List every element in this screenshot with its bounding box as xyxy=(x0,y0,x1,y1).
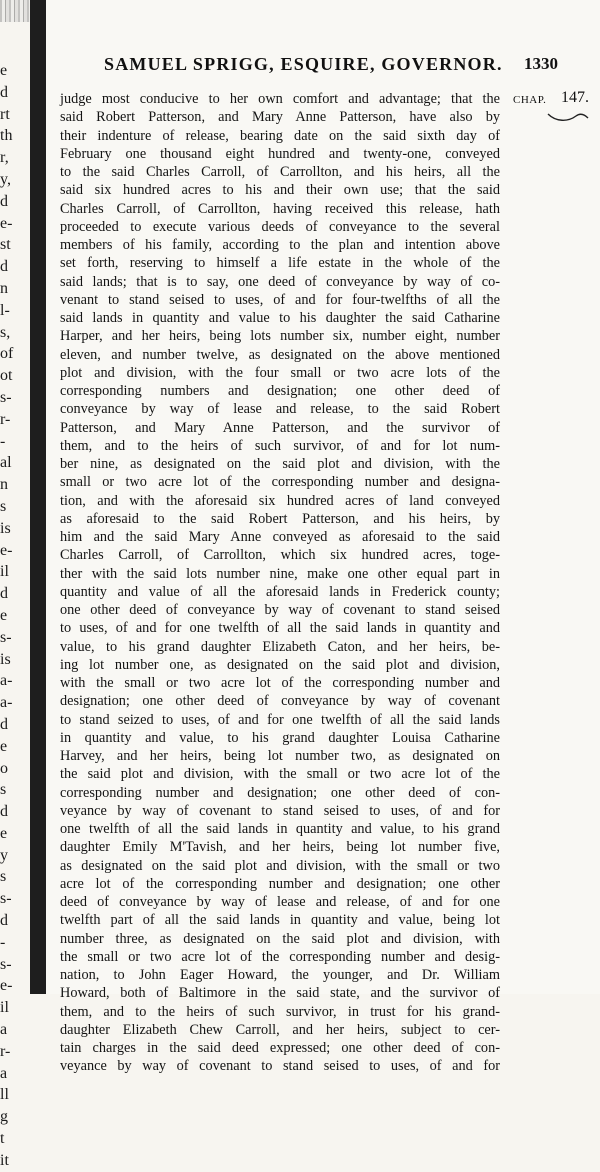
text-line: said six hundred acres to his and their own use; that the said xyxy=(60,182,500,199)
margin-fragment: e xyxy=(0,606,8,624)
margin-fragment: a- xyxy=(0,672,13,690)
text-line: Harper, and her heirs, being lots number six, number eight, number xyxy=(60,328,500,345)
text-line: judge most conducive to her own comfort and advantage; that the xyxy=(60,91,500,107)
text-line: tion, and with the aforesaid six hundred acres of land conveyed xyxy=(60,492,500,509)
text-line: set forth, reserving to himself a life estate in the whole of the xyxy=(60,255,500,272)
margin-fragment: il xyxy=(0,563,9,581)
text-line: said lands; that is to say, one deed of conveyance by way of co- xyxy=(60,273,500,290)
text-line: Charles Carroll, of Carrollton, having received this release, hath xyxy=(60,200,500,217)
margin-fragment: d xyxy=(0,803,8,821)
text-line: Charles Carroll, of Carrollton, which six hundred acres, toge- xyxy=(60,547,500,564)
margin-fragment: st xyxy=(0,236,11,254)
text-line: corresponding numbers and designation; one other deed of xyxy=(60,383,500,399)
text-line: him and the said Mary Anne conveyed as aforesaid to the said xyxy=(60,529,500,545)
margin-fragment: e xyxy=(0,62,8,79)
text-line: members of his family, according to the plan and intention above xyxy=(60,237,500,253)
margin-fragment: e- xyxy=(0,541,13,559)
text-line: tain charges in the said deed expressed; one other deed of con- xyxy=(60,1040,500,1056)
text-line: the said plot and division, with the small or two acre lot of the xyxy=(60,766,500,783)
text-line: with the small or two acre lot of the corresponding number and xyxy=(60,675,500,691)
margin-fragment: r- xyxy=(0,410,11,428)
margin-fragment: a xyxy=(0,1064,8,1082)
text-line: daughter Emily M'Tavish, and her heirs, being lot number five, xyxy=(60,839,500,856)
running-title: SAMUEL SPRIGG, ESQUIRE, GOVERNOR. xyxy=(104,54,503,74)
margin-fragment: r, xyxy=(0,149,9,167)
margin-fragment: th xyxy=(0,127,13,145)
margin-fragment: - xyxy=(0,933,6,951)
book-gutter xyxy=(30,0,46,994)
page-number: 1330 xyxy=(524,54,558,73)
margin-fragment: s, xyxy=(0,323,11,341)
text-line: said lands in quantity and value to his daughter the said Catharine xyxy=(60,310,500,326)
text-line: veyance by way of covenant to stand seised to uses, of and for xyxy=(60,1058,500,1075)
text-line: small or two acre lot of the corresponding number and designa- xyxy=(60,474,500,491)
text-line: number three, as designated on the said plot and division, with xyxy=(60,930,500,947)
text-line: one other deed of conveyance by way of covenant to stand seised xyxy=(60,602,500,618)
margin-fragment: of xyxy=(0,345,14,363)
margin-fragment: e- xyxy=(0,214,13,232)
margin-fragment: a- xyxy=(0,694,13,712)
margin-fragment: e xyxy=(0,737,8,755)
text-line: in quantity and value, to his grand daughter Louisa Catharine xyxy=(60,729,500,746)
margin-fragment: e- xyxy=(0,977,13,995)
text-line: said Robert Patterson, and Mary Anne Patterson, have also by xyxy=(60,109,500,126)
margin-fragment: d xyxy=(0,83,8,101)
chapter-label: CHAP. xyxy=(513,94,547,106)
margin-fragment: is xyxy=(0,650,11,668)
text-line: value, to his grand daughter Elizabeth Caton, and her heirs, be- xyxy=(60,638,500,655)
margin-fragment: il xyxy=(0,999,9,1017)
margin-fragment: rt xyxy=(0,105,10,123)
margin-fragment: a xyxy=(0,1021,8,1039)
text-line: February one thousand eight hundred and twenty-one, conveyed xyxy=(60,145,500,162)
text-line: to the said Charles Carroll, of Carrollton, and his heirs, all the xyxy=(60,164,500,180)
text-line: as designated on the said plot and division, with the small or two xyxy=(60,857,500,874)
text-line: twelfth part of all the said lands in quantity and value, being lot xyxy=(60,912,500,929)
margin-fragment: s xyxy=(0,781,7,799)
margin-fragment: e xyxy=(0,824,8,842)
text-line: conveyance by way of lease and release, to the said Robert xyxy=(60,401,500,418)
text-line: Howard, both of Baltimore in the said state, and the survivor of xyxy=(60,985,500,1002)
text-line: proceeded to execute various deeds of conveyance to the several xyxy=(60,218,500,235)
text-line: venant to stand seised to uses, of and for four-twelfths of all the xyxy=(60,291,500,308)
text-line: nation, to John Eager Howard, the younger, and Dr. William xyxy=(60,967,500,983)
text-line: to stand seized to uses, of and for one twelfth of all the said lands xyxy=(60,711,500,728)
margin-fragment: - xyxy=(0,432,6,450)
text-line: ber nine, as designated on the said plot and division, with the xyxy=(60,456,500,472)
text-line: daughter Elizabeth Chew Carroll, and her heirs, subject to cer- xyxy=(60,1021,500,1038)
text-line: ing lot number one, as designated on the said plot and division, xyxy=(60,656,500,673)
margin-fragment: y, xyxy=(0,170,11,188)
text-line: acre lot of the corresponding number and designation; one other xyxy=(60,875,500,892)
text-line: corresponding number and designation; one other deed of con- xyxy=(60,784,500,801)
margin-fragment: ot xyxy=(0,367,13,385)
margin-fragment: s- xyxy=(0,890,12,908)
margin-fragment: y xyxy=(0,846,8,864)
margin-fragment: it xyxy=(0,1151,9,1169)
text-line: eleven, and number twelve, as designated on the above mentioned xyxy=(60,346,500,363)
facing-page-margin-fragments xyxy=(0,60,14,1169)
margin-fragment: r- xyxy=(0,1042,11,1060)
margin-fragment: al xyxy=(0,454,12,472)
text-line: one twelfth of all the said lands in quantity and value, to his grand xyxy=(60,821,500,837)
text-line: ther with the said lots number nine, make one other equal part in xyxy=(60,565,500,582)
text-line: the small or two acre lot of the corresponding number and desig- xyxy=(60,948,500,965)
text-line: designation; one other deed of conveyance by way of covenant xyxy=(60,693,500,710)
margin-fragment: t xyxy=(0,1130,5,1148)
margin-fragment: s xyxy=(0,497,7,515)
text-line: Patterson, and Mary Anne Patterson, and the survivor of xyxy=(60,419,500,436)
text-line: plot and division, with the four small or two acre lots of the xyxy=(60,364,500,381)
margin-fragment: d xyxy=(0,585,8,603)
text-line: Harvey, and her heirs, being lot number two, as designated on xyxy=(60,748,500,764)
margin-fragment: s- xyxy=(0,388,12,406)
margin-fragment: ll xyxy=(0,1086,9,1104)
text-line: their indenture of release, bearing date on the said sixth day of xyxy=(60,127,500,144)
text-line: them, and to the heirs of such survivor, of and for lot num- xyxy=(60,437,500,454)
margin-fragment: g xyxy=(0,1108,8,1126)
margin-fragment: n xyxy=(0,279,8,297)
margin-fragment: d xyxy=(0,912,8,930)
margin-fragment: d xyxy=(0,715,8,733)
margin-fragment: d xyxy=(0,192,8,210)
text-line: as aforesaid to the said Robert Patterson, and his heirs, by xyxy=(60,510,500,527)
body-text xyxy=(60,90,500,1076)
margin-fragment: l- xyxy=(0,301,10,319)
margin-fragment: o xyxy=(0,759,8,777)
text-line: quantity and value of all the aforesaid lands in Frederick county; xyxy=(60,583,500,600)
margin-fragment: is xyxy=(0,519,11,537)
margin-fragment: s- xyxy=(0,628,12,646)
margin-fragment: s xyxy=(0,868,7,886)
handwritten-mark xyxy=(546,110,590,124)
margin-fragment: n xyxy=(0,476,8,494)
text-line: them, and to the heirs of such survivor, in trust for his grand- xyxy=(60,1003,500,1020)
text-line: to uses, of and for one twelfth of all the said lands in quantity and xyxy=(60,620,500,637)
margin-fragment: d xyxy=(0,258,8,276)
text-line: deed of conveyance by way of lease and release, of and for one xyxy=(60,894,500,910)
chapter-number: 147. xyxy=(561,89,589,106)
margin-fragment: s- xyxy=(0,955,12,973)
text-line: veyance by way of covenant to stand seised to uses, of and for xyxy=(60,802,500,819)
